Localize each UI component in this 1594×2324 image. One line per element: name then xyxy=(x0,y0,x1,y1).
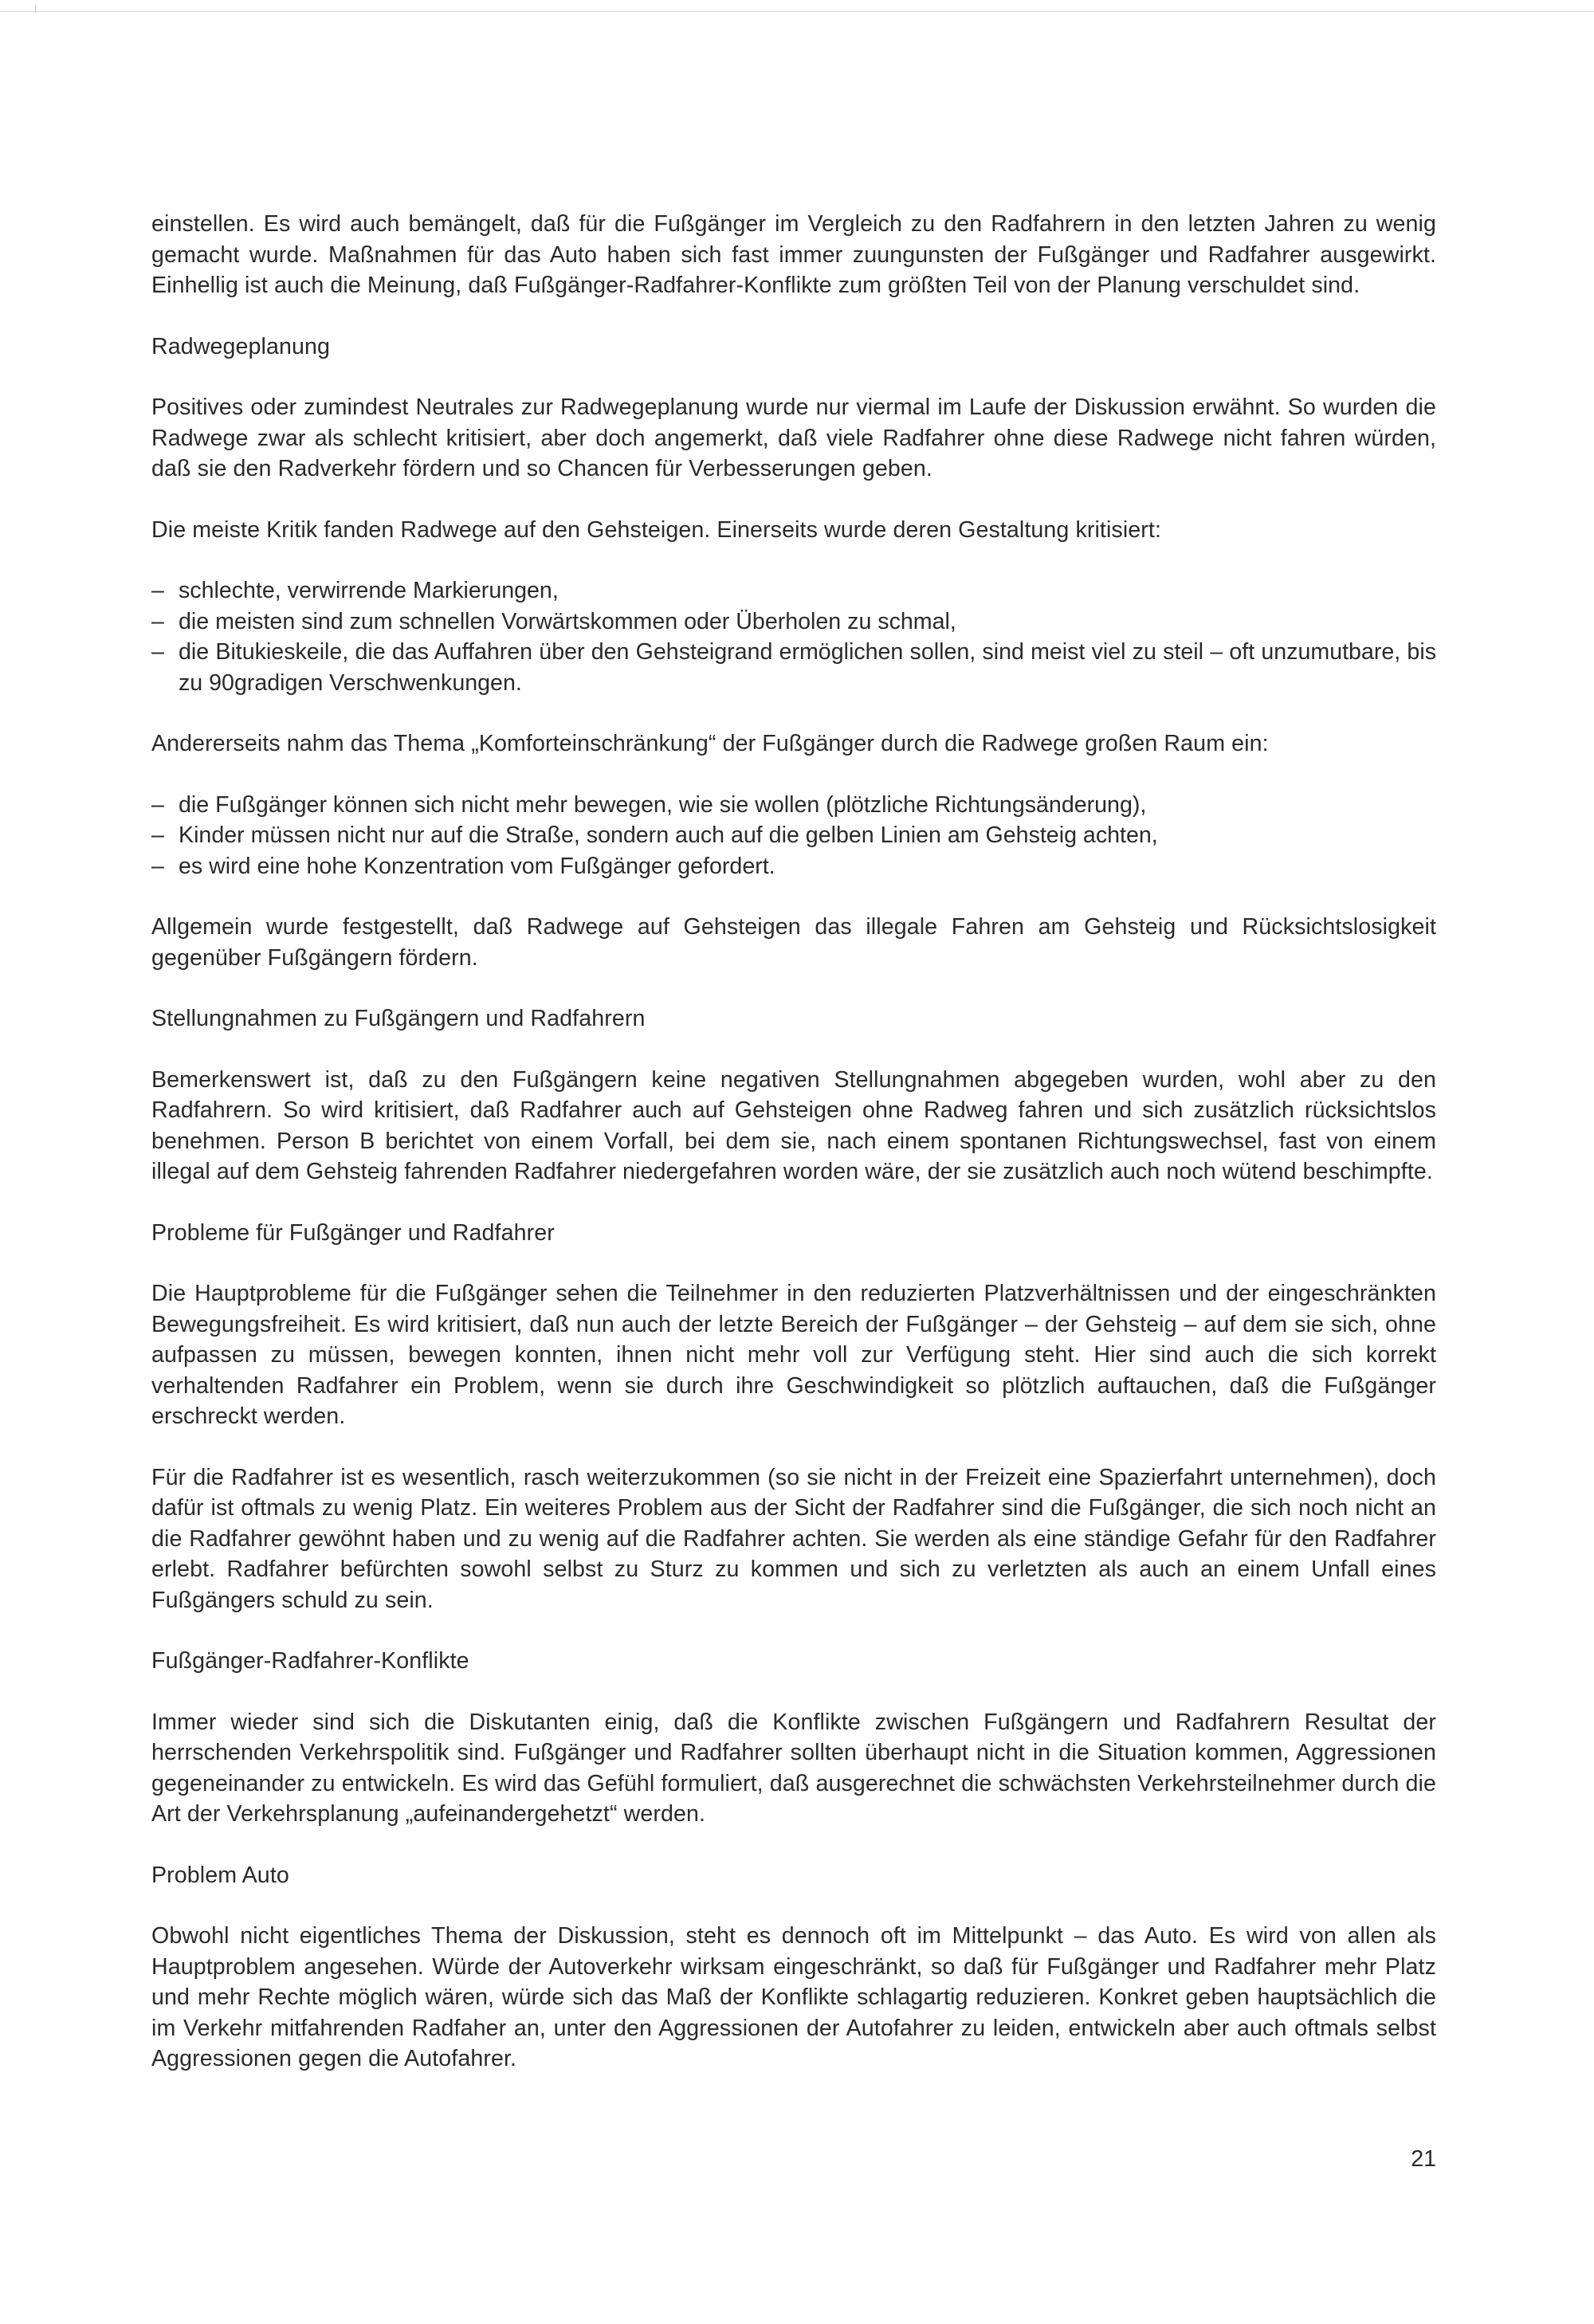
document-page xyxy=(151,209,1436,2075)
paragraph-positives: Positives oder zumindest Neutrales zur Radwegeplanung wurde nur viermal im Laufe der Diskussion erwähnt. So wurden die Radwege zwar als schlecht kritisiert, aber doch angemerkt, daß viele Radfahrer ohne diese Radwege nicht fahren würden, daß sie den Radverkehr fördern und so Chancen für Verbesserungen geben. xyxy=(151,395,1436,481)
paragraph-continuation: einstellen. Es wird auch bemängelt, daß für die Fußgänger im Vergleich zu den Radfahrern in den letzten Jahren zu wenig gemacht wurde. Maßnahmen für das Auto haben sich fast immer zuungunsten der Fußgänger und Radfahrer ausgewirkt. Einhellig ist auch die Meinung, daß Fußgänger-Radfahrer-Konflikte zum größten Teil von der Planung verschuldet sind. xyxy=(151,211,1436,298)
paragraph-auto: Obwohl nicht eigentliches Thema der Diskussion, steht es dennoch oft im Mittelpunkt – das Auto. Es wird von allen als Hauptproblem angesehen. Würde der Autoverkehr wirksam eingeschränkt, so daß für Fußgänger und Radfahrer mehr Platz und mehr Rechte möglich wären, würde sich das Maß der Konflikte schlagartig reduzieren. Konkret geben hauptsächlich die im Verkehr mitfahrenden Radfaher an, unter den Aggressionen der Autofahrer zu leiden, entwickeln aber auch oftmals selbst Aggressionen gegen die Autofahrer. xyxy=(151,1923,1436,2071)
section-heading-konflikte: Fußgänger-Radfahrer-Konflikte xyxy=(151,1648,469,1674)
list-komfort xyxy=(151,790,1436,882)
paragraph-kritik: Die meiste Kritik fanden Radwege auf den Gehsteigen. Einerseits wurde deren Gestaltung kritisiert: xyxy=(151,516,1161,543)
list-item: – schlechte, verwirrende Markierungen, xyxy=(151,575,1436,607)
paragraph-allgemein: Allgemein wurde festgestellt, daß Radwege auf Gehsteigen das illegale Fahren am Gehsteig und Rücksichtslosigkeit gegenüber Fußgängern fördern. xyxy=(151,914,1436,971)
section-heading-problem-auto: Problem Auto xyxy=(151,1862,289,1888)
paragraph-radfahrer: Für die Radfahrer ist es wesentlich, rasch weiterzukommen (so sie nicht in der Freizeit eine Spazierfahrt unternehmen), doch dafür ist oftmals zu wenig Platz. Ein weiteres Problem aus der Sicht der Radfahrer sind die Fußgänger, die sich noch nicht an die Radfahrer gewöhnt haben und zu wenig auf die Radfahrer achten. Sie werden als eine ständige Gefahr für den Radfahrer erlebt. Radfahrer befürchten sowohl selbst zu Sturz zu kommen und sich zu verletzten als auch an einem Unfall eines Fußgängers schuld zu sein. xyxy=(151,1464,1436,1613)
paragraph-hauptprobleme: Die Hauptprobleme für die Fußgänger sehen die Teilnehmer in den reduzierten Platzverhältnissen und der eingeschränkten Bewegungsfreiheit. Es wird kritisiert, daß nun auch der letzte Bereich der Fußgänger – der Gehsteig – auf dem sie sich, ohne aufpassen zu müssen, bewegen konnten, ihnen nicht mehr voll zur Verfügung steht. Hier sind auch die sich korrekt verhaltenden Radfahrer ein Problem, wenn sie durch ihre Geschwindigkeit so plötzlich auftauchen, daß die Fußgänger erschreckt werden. xyxy=(151,1281,1436,1429)
paragraph-diskutanten: Immer wieder sind sich die Diskutanten einig, daß die Konflikte zwischen Fußgängern und Radfahrern Resultat der herrschenden Verkehrspolitik sind. Fußgänger und Radfahrer sollten überhaupt nicht in die Situation kommen, Aggressionen gegeneinander zu entwickeln. Es wird das Gefühl formuliert, daß ausgerechnet die schwächsten Verkehrsteilnehmer durch die Art der Verkehrsplanung „aufeinandergehetzt“ werden. xyxy=(151,1709,1436,1827)
scan-edge-line xyxy=(0,11,1594,12)
list-item: – es wird eine hohe Konzentration vom Fußgänger gefordert. xyxy=(151,851,1436,882)
page-number: 21 xyxy=(1411,2146,1436,2172)
paragraph-komforteinschraenkung: Andererseits nahm das Thema „Komforteinschränkung“ der Fußgänger durch die Radwege großen Raum ein: xyxy=(151,731,1269,756)
list-item: – die Fußgänger können sich nicht mehr bewegen, wie sie wollen (plötzliche Richtungsänderung), xyxy=(151,790,1436,821)
scan-edge-tick xyxy=(35,5,36,13)
paragraph-bemerkenswert: Bemerkenswert ist, daß zu den Fußgängern keine negativen Stellungnahmen abgegeben wurden, wohl aber zu den Radfahrern. So wird kritisiert, daß Radfahrer auch auf Gehsteigen ohne Radweg fahren und sich zusätzlich rücksichtslos benehmen. Person B berichtet von einem Vorfall, bei dem sie, nach einem spontanen Richtungswechsel, fast von einem illegal auf dem Gehsteig fahrenden Radfahrer niedergefahren worden wäre, der sie zusätzlich auch noch wütend beschimpfte. xyxy=(151,1066,1436,1184)
list-item: – die Bitukieskeile, die das Auffahren über den Gehsteigrand ermöglichen sollen, sind meist viel zu steil – oft unzumutbare, bis zu 90gradigen Verschwenkungen. xyxy=(151,637,1436,698)
list-item: – die meisten sind zum schnellen Vorwärtskommen oder Überholen zu schmal, xyxy=(151,607,1436,638)
list-gestaltung-kritik xyxy=(151,575,1436,698)
list-item: – Kinder müssen nicht nur auf die Straße, sondern auch auf die gelben Linien am Gehsteig achten, xyxy=(151,820,1436,851)
section-heading-probleme: Probleme für Fußgänger und Radfahrer xyxy=(151,1219,555,1246)
section-heading-radwegeplanung: Radwegeplanung xyxy=(151,333,330,359)
section-heading-stellungnahmen: Stellungnahmen zu Fußgängern und Radfahrern xyxy=(151,1006,646,1031)
